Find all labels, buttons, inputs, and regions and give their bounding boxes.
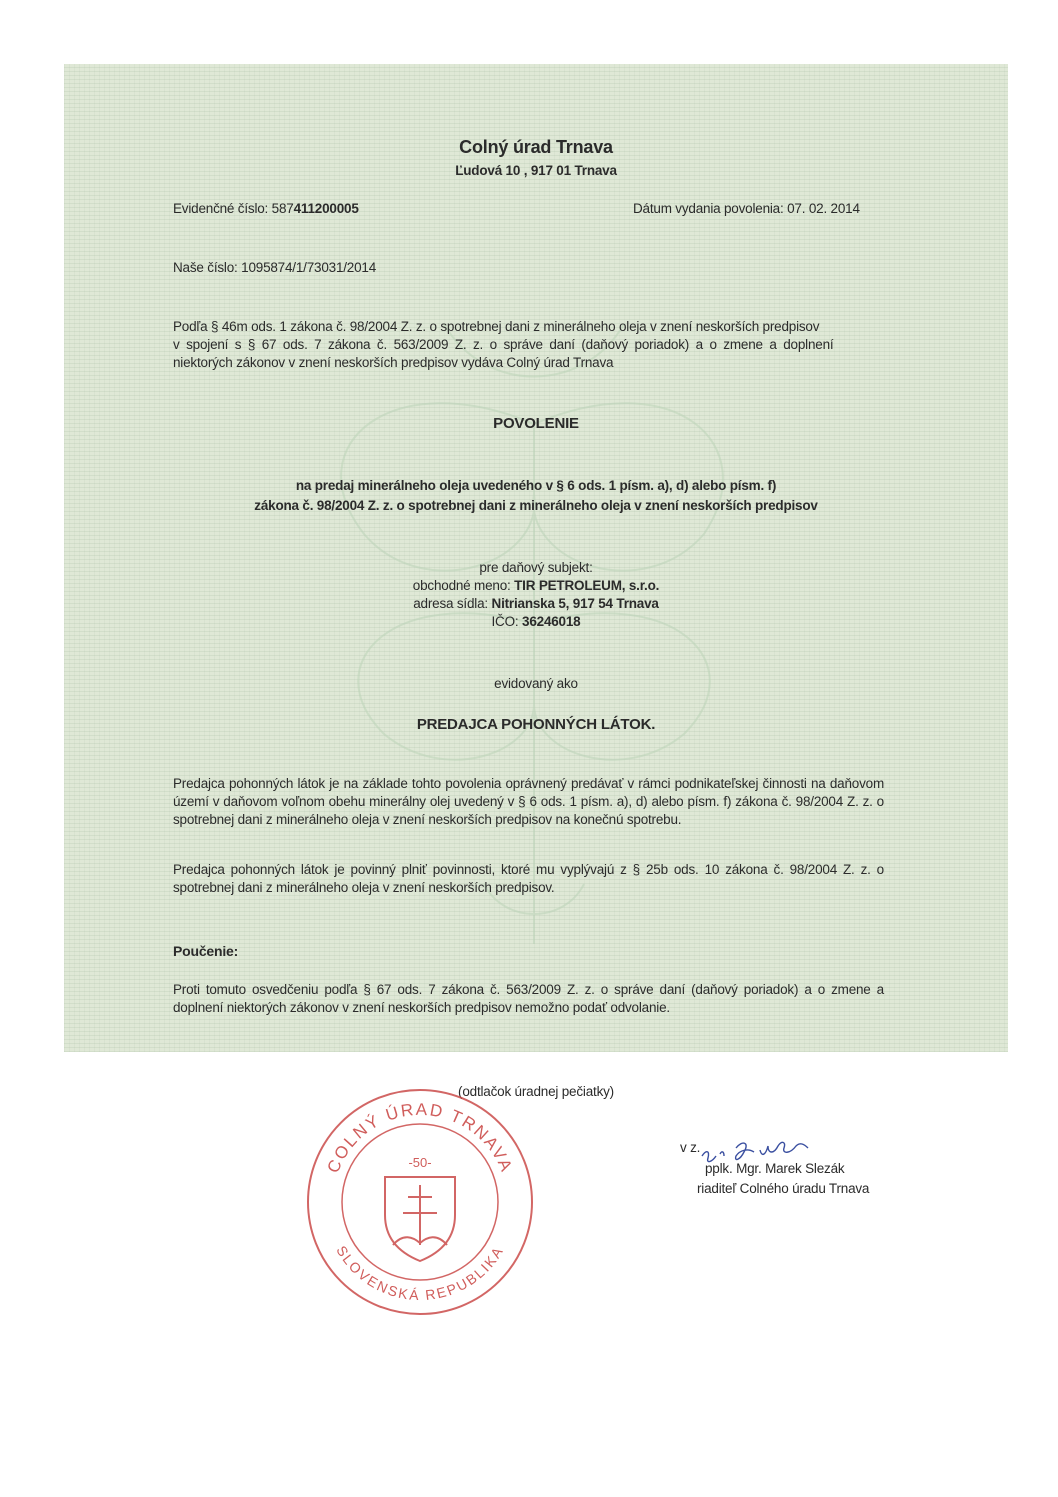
registered-as: evidovaný ako xyxy=(494,676,578,691)
subject-seat-label: adresa sídla: xyxy=(413,596,488,611)
subject-name-label: obchodné meno: xyxy=(412,578,511,593)
intro-line-2: v spojení s § 67 ods. 7 zákona č. 563/2009 Z. z. o správe daní (daňový poriadok) a o zmene a doplnení xyxy=(173,337,834,352)
subject-name xyxy=(64,577,1008,594)
our-number-value: 1095874/1/73031/2014 xyxy=(241,260,377,275)
evidence-number xyxy=(173,200,359,217)
document-title: POVOLENIE xyxy=(493,415,579,432)
subject-seat xyxy=(64,595,1008,612)
office-address: Ľudová 10 , 917 01 Trnava xyxy=(455,163,617,178)
subtitle-line-2: zákona č. 98/2004 Z. z. o spotrebnej dani z minerálneho oleja v znení neskorších predpisov xyxy=(254,498,818,513)
subject-intro: pre daňový subjekt: xyxy=(479,560,593,575)
date-value: 07. 02. 2014 xyxy=(787,201,860,216)
subject-ico xyxy=(64,613,1008,630)
subject-ico-label: IČO: xyxy=(491,614,519,629)
instruction-text: Proti tomuto osvedčeniu podľa § 67 ods. 7 zákona č. 563/2009 Z. z. o správe daní (daňový poriadok) a o zmene a doplnení niektorých zákonov v znení neskorších predpisov nemožno podať odvolanie. xyxy=(173,982,884,1015)
our-number-label: Naše číslo: xyxy=(173,260,238,275)
signatory-name: pplk. Mgr. Marek Slezák xyxy=(705,1161,845,1176)
evidence-bold: 411200005 xyxy=(293,201,359,216)
subject-ico-value: 36246018 xyxy=(522,614,581,629)
official-seal xyxy=(303,1085,538,1320)
subject-name-value: TIR PETROLEUM, s.r.o. xyxy=(514,578,660,593)
office-title: Colný úrad Trnava xyxy=(459,137,613,157)
evidence-label: Evidenčné číslo: xyxy=(173,201,269,216)
role-title: PREDAJCA POHONNÝCH LÁTOK. xyxy=(416,716,656,733)
seal-bottom-text: SLOVENSKÁ REPUBLIKA xyxy=(333,1242,507,1304)
subtitle-line-1: na predaj minerálneho oleja uvedeného v § 6 ods. 1 písm. a), d) alebo písm. f) xyxy=(295,478,777,493)
vz-label: v z. xyxy=(680,1140,701,1155)
body-paragraph-2: Predajca pohonných látok je povinný plniť povinnosti, ktoré mu vyplývajú z § 25b ods. 10 zákona č. 98/2004 Z. z. o spotrebnej dani z minerálneho oleja v znení neskorších predpisov. xyxy=(173,862,884,895)
instruction-heading: Poučenie: xyxy=(173,943,239,959)
stamp-note: (odtlačok úradnej pečiatky) xyxy=(458,1084,614,1099)
signatory-position: riaditeľ Colného úradu Trnava xyxy=(697,1181,870,1196)
seal-top-text: COLNÝ ÚRAD TRNAVA xyxy=(323,1099,517,1176)
coat-of-arms-icon xyxy=(385,1177,455,1261)
intro-line-3: niektorých zákonov v znení neskorších predpisov vydáva Colný úrad Trnava xyxy=(173,355,614,370)
document-sheet xyxy=(64,64,1008,1099)
intro-line-1: Podľa § 46m ods. 1 zákona č. 98/2004 Z. z. o spotrebnej dani z minerálneho oleja v znení neskorších predpisov xyxy=(173,319,820,334)
our-number xyxy=(173,259,376,276)
body-paragraph-1: Predajca pohonných látok je na základe tohto povolenia oprávnený predávať v rámci podnikateľskej činnosti na daňovom území v daňovom voľnom obehu minerálny olej uvedený v § 6 ods. 1 písm. a), d) alebo písm. f) zákona č. 98/2004 Z. z. o spotrebnej dani z minerálneho oleja v znení neskorších predpisov na konečnú spotrebu. xyxy=(173,776,884,827)
issue-date xyxy=(633,200,860,217)
seal-number: -50- xyxy=(408,1155,432,1170)
subject-seat-value: Nitrianska 5, 917 54 Trnava xyxy=(491,596,659,611)
evidence-prefix: 587 xyxy=(271,201,294,216)
date-label: Dátum vydania povolenia: xyxy=(633,201,784,216)
